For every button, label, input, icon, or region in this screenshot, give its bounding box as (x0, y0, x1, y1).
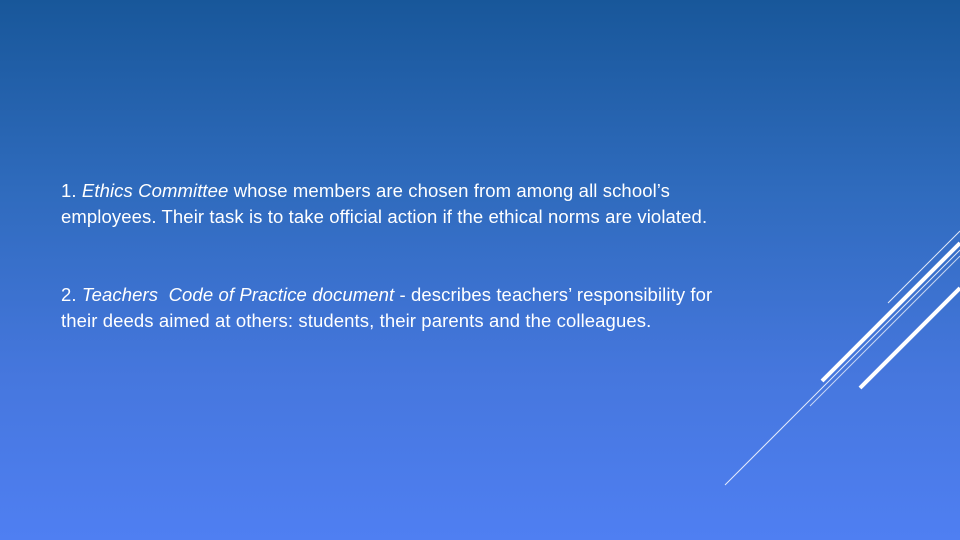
item-term: Teachers Code of Practice document (81, 284, 395, 305)
deco-line-thick-a (822, 243, 960, 381)
item-term: Ethics Committee (81, 180, 229, 201)
deco-line-thin-b (810, 256, 960, 406)
item-number: 2. (61, 284, 77, 305)
deco-line-long-thin (725, 250, 960, 485)
list-item-ethics-committee (61, 178, 741, 230)
list-item-code-of-practice (61, 282, 741, 334)
slide-body (61, 178, 741, 334)
item-description: - describes teachers’ responsibility for their deeds aimed at others: students, their parents and the colleagues. (61, 284, 713, 331)
deco-line-thick-b (860, 288, 960, 388)
deco-line-thin-top (888, 231, 960, 303)
item-number: 1. (61, 180, 77, 201)
item-description: whose members are chosen from among all school’s employees. Their task is to take official action if the ethical norms are violated. (61, 180, 708, 227)
